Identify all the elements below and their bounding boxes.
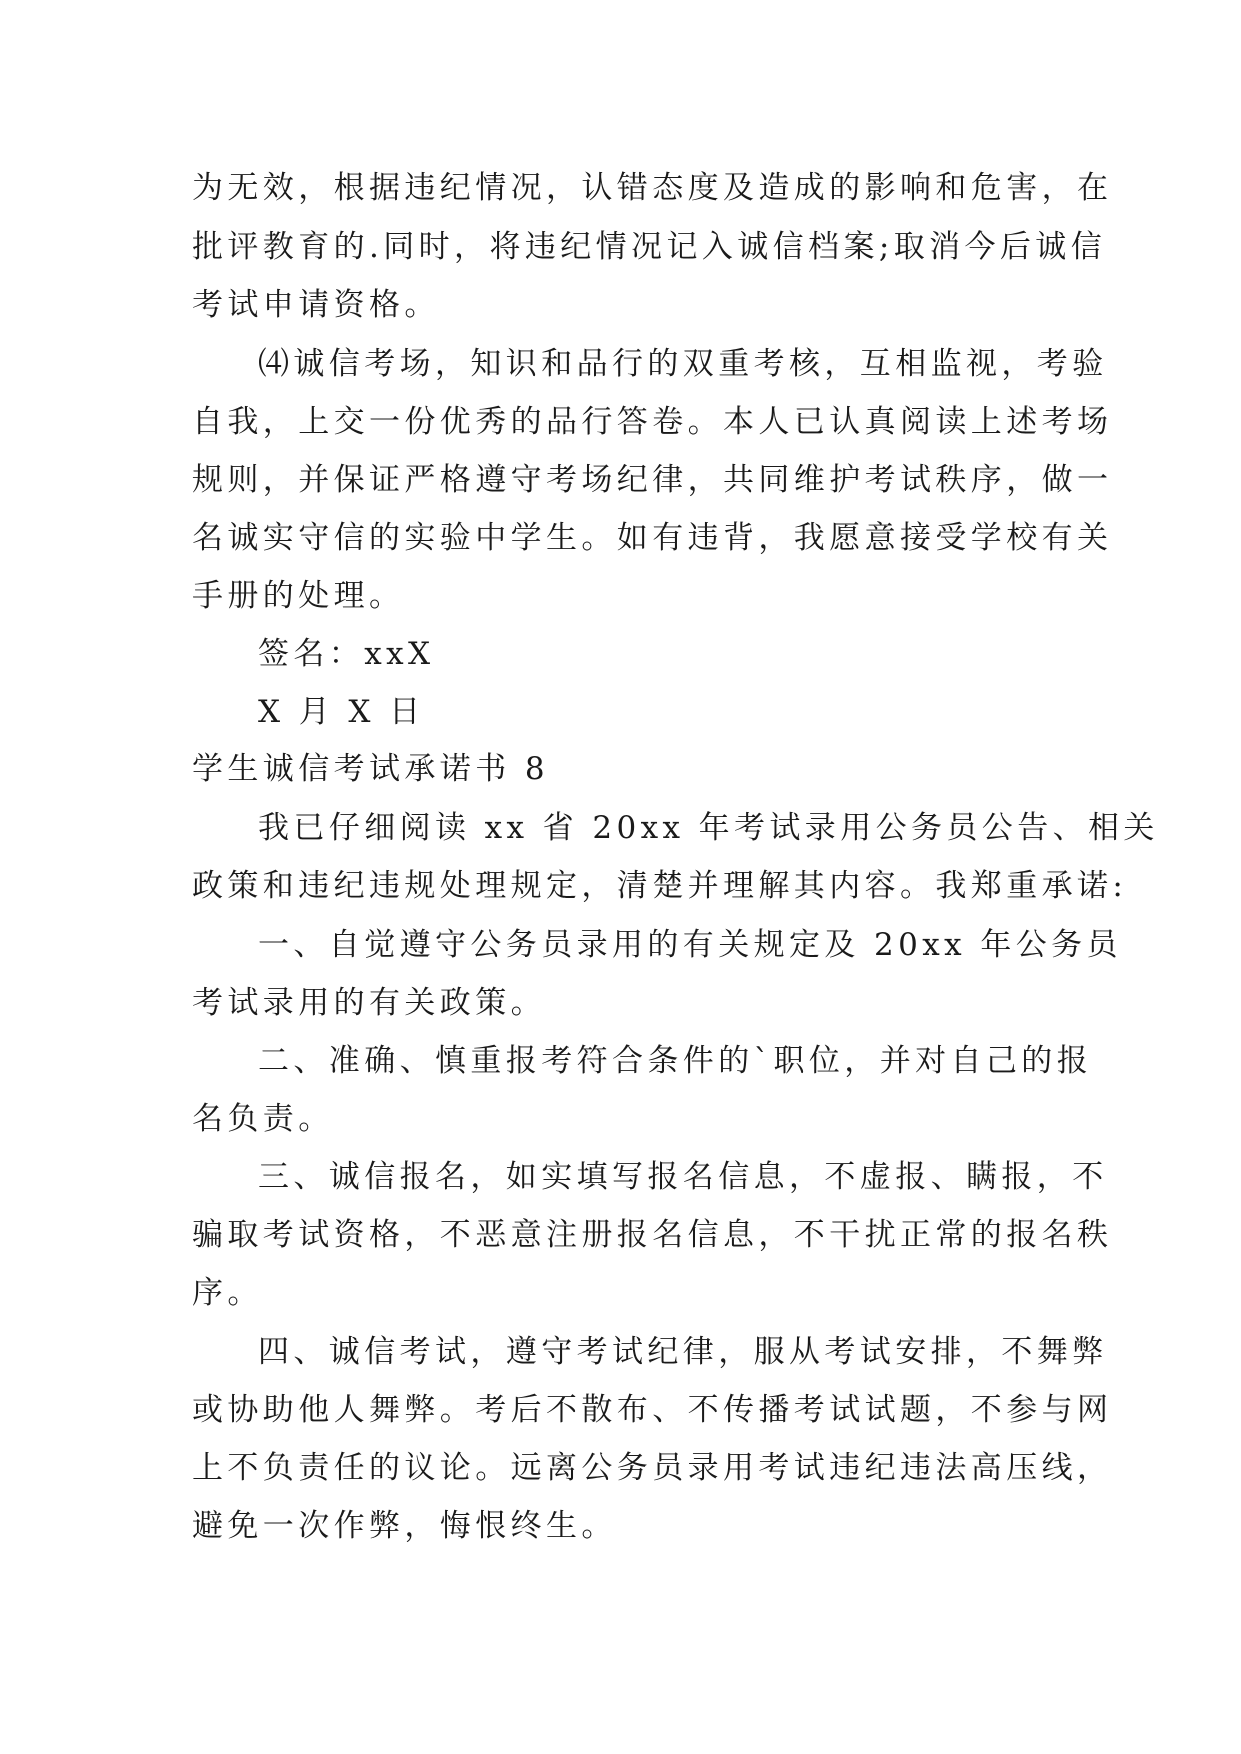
body-text-line: 自我，上交一份优秀的品行答卷。本人已认真阅读上述考场 (192, 404, 1113, 440)
body-text-line: 名诚实守信的实验中学生。如有违背，我愿意接受学校有关 (192, 520, 1113, 556)
body-text-line: 规则，并保证严格遵守考场纪律，共同维护考试秩序，做一 (192, 462, 1113, 498)
paragraph-first-line: 二、准确、慎重报考符合条件的`职位，并对自己的报 (258, 1043, 1093, 1079)
body-text-line: 或协助他人舞弊。考后不散布、不传播考试试题，不参与网 (192, 1392, 1113, 1428)
paragraph-first-line: 我已仔细阅读 xx 省 20xx 年考试录用公务员公告、相关 (258, 810, 1159, 846)
body-text-line: 上不负责任的议论。远离公务员录用考试违纪违法高压线， (192, 1450, 1113, 1486)
body-text-line: 考试录用的有关政策。 (192, 985, 546, 1021)
signature-line: 签名：xxX (258, 636, 435, 672)
body-text-line: 手册的处理。 (192, 578, 405, 614)
body-text-line: 为无效，根据违纪情况，认错态度及造成的影响和危害，在 (192, 170, 1113, 206)
body-text-line: 批评教育的.同时，将违纪情况记入诚信档案;取消今后诚信 (192, 229, 1107, 265)
body-text-line: 考试申请资格。 (192, 287, 440, 323)
body-text-line: 政策和违纪违规处理规定，清楚并理解其内容。我郑重承诺: (192, 868, 1128, 904)
paragraph-first-line: 四、诚信考试，遵守考试纪律，服从考试安排，不舞弊 (258, 1334, 1108, 1370)
body-text-line: 序。 (192, 1275, 263, 1311)
body-text-line: 名负责。 (192, 1101, 334, 1137)
paragraph-first-line: 一、自觉遵守公务员录用的有关规定及 20xx 年公务员 (258, 927, 1122, 963)
body-text-line: 骗取考试资格，不恶意注册报名信息，不干扰正常的报名秩 (192, 1217, 1113, 1253)
paragraph-first-line: ⑷诚信考场，知识和品行的双重考核，互相监视，考验 (258, 346, 1108, 382)
body-text-line: 避免一次作弊，悔恨终生。 (192, 1508, 617, 1544)
paragraph-first-line: 三、诚信报名，如实填写报名信息，不虚报、瞒报，不 (258, 1159, 1108, 1195)
section-title: 学生诚信考试承诺书 8 (192, 751, 549, 787)
date-line: X 月 X 日 (258, 694, 425, 730)
